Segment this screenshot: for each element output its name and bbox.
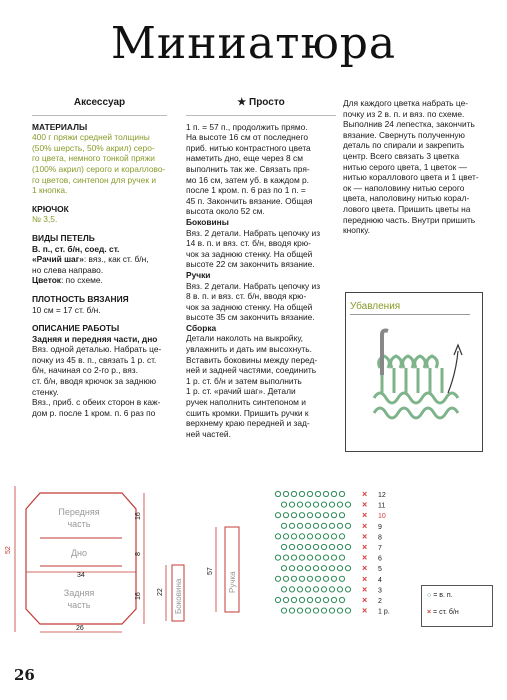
chain-stitch-icon	[291, 576, 296, 581]
text-line: деталь по спирали и закрепить	[343, 140, 465, 151]
work-heading: ОПИСАНИЕ РАБОТЫ	[32, 323, 120, 334]
chain-stitch-icon	[307, 513, 312, 518]
chain-stitch-icon	[339, 555, 344, 560]
chain-stitch-icon	[299, 597, 304, 602]
sc-stitch-icon: ×	[362, 520, 368, 531]
chain-stitch-icon	[283, 513, 288, 518]
chain-stitch-icon	[281, 608, 286, 613]
work-line: б/н, начиная со 2-го р., вяз.	[32, 365, 138, 376]
chain-stitch-icon	[323, 534, 328, 539]
chain-stitch-icon	[329, 587, 334, 592]
chain-symbol-icon: ○	[427, 592, 432, 599]
page-title: Миниатюра	[110, 18, 397, 69]
chain-stitch-icon	[313, 502, 318, 507]
text-line: Вяз. 2 детали. Набрать цепочку из	[186, 280, 321, 291]
row-number: 10	[378, 513, 386, 521]
text-line: переднюю часть. Внутри пришить	[343, 214, 476, 225]
chain-stitch-icon	[321, 608, 326, 613]
handle-label: Ручка	[228, 571, 237, 593]
dim-26: 26	[76, 625, 84, 632]
legend-chain-text: = в. п.	[433, 592, 453, 599]
chain-stitch-icon	[305, 587, 310, 592]
stitches-heading: ВИДЫ ПЕТЕЛЬ	[32, 232, 95, 243]
text-line: 1 р. ст. «рачий шаг». Детали	[186, 386, 296, 397]
chain-stitch-icon	[299, 576, 304, 581]
stitches-line: но слева направо.	[32, 264, 104, 275]
hook-value: № 3,5.	[32, 214, 58, 225]
sc-stitch-icon: ×	[362, 573, 368, 584]
sc-stitch-icon: ×	[362, 595, 368, 605]
chain-stitch-icon	[289, 502, 294, 507]
chain-stitch-icon	[331, 576, 336, 581]
materials-line: (50% шерсть, 50% акрил) серо-	[32, 142, 155, 153]
dim-16b: 16	[135, 592, 142, 600]
flower-text: : по схеме.	[61, 275, 103, 286]
text-line: 1 п. = 57 п., продолжить прямо.	[186, 121, 308, 132]
chain-stitch-icon	[291, 513, 296, 518]
chain-stitch-icon	[329, 502, 334, 507]
work-line: Вяз., приб. с обеих сторон в каж-	[32, 397, 161, 408]
chain-stitch-icon	[345, 587, 350, 592]
work-subheading: Задняя и передняя части, дно	[32, 333, 158, 344]
chain-stitch-icon	[337, 608, 342, 613]
chain-stitch-icon	[305, 523, 310, 528]
text-line: сшить кромки. Пришить ручки к	[186, 407, 309, 418]
materials-line: го цветов, синтепон для ручек и	[32, 174, 157, 185]
chain-stitch-icon	[345, 502, 350, 507]
sides-heading: Боковины	[186, 216, 229, 227]
text-line: 45 п. Закончить вязание. Общая	[186, 195, 313, 206]
chain-stitch-icon	[331, 534, 336, 539]
chain-stitch-icon	[315, 576, 320, 581]
chain-stitch-icon	[289, 544, 294, 549]
chain-stitch-icon	[305, 566, 310, 571]
side-panel	[172, 565, 184, 621]
decrease-illustration-box	[345, 292, 483, 452]
chain-stitch-icon	[275, 555, 280, 560]
text-line: ок — наполовину нитью серого	[343, 182, 465, 193]
chain-stitch-icon	[337, 502, 342, 507]
work-line: стенку.	[32, 386, 59, 397]
row-number: 1 р.	[378, 608, 390, 616]
chain-stitch-icon	[283, 555, 288, 560]
text-line: высоте 22 см закончить вязание.	[186, 259, 315, 270]
text-line: высоте 35 см закончить вязание.	[186, 312, 315, 323]
chain-stitch-icon	[339, 576, 344, 581]
row-number: 11	[378, 502, 386, 510]
chain-stitch-icon	[345, 523, 350, 528]
crochet-illustration	[346, 293, 482, 451]
text-line: кнопку.	[343, 225, 370, 236]
front-label: Передняя	[58, 507, 100, 517]
back-label: Задняя	[63, 588, 95, 598]
chain-stitch-icon	[299, 555, 304, 560]
chain-stitch-icon	[307, 491, 312, 496]
text-line: На высоте 16 см от последнего	[186, 132, 308, 143]
text-line: 1 р. ст. б/н и затем выполнить	[186, 375, 302, 386]
chain-stitch-icon	[305, 544, 310, 549]
chain-stitch-icon	[323, 576, 328, 581]
text-line: Выполнив 24 лепестка, закончить	[343, 119, 475, 130]
chain-stitch-icon	[297, 566, 302, 571]
text-line: нитью кораллового цвета и 1 цвет-	[343, 172, 479, 183]
chain-stitch-icon	[329, 544, 334, 549]
text-line: наметить дно, еще через 8 см	[186, 153, 303, 164]
row-number: 12	[378, 492, 386, 499]
chain-stitch-icon	[281, 587, 286, 592]
chain-stitch-icon	[313, 523, 318, 528]
bottom-label: Дно	[70, 548, 88, 558]
chain-stitch-icon	[339, 513, 344, 518]
column-header-difficulty: ★ Просто	[186, 98, 336, 116]
dim-57: 57	[207, 567, 214, 575]
materials-line: 400 г пряжи средней толщины	[32, 132, 150, 143]
chain-stitch-icon	[315, 534, 320, 539]
chain-stitch-icon	[281, 544, 286, 549]
row-number: 9	[378, 523, 382, 531]
text-line: верхнему краю передней и зад-	[186, 418, 310, 429]
chain-stitch-icon	[289, 523, 294, 528]
chain-stitch-icon	[299, 513, 304, 518]
chain-stitch-icon	[281, 523, 286, 528]
chain-stitch-icon	[315, 491, 320, 496]
chain-stitch-icon	[345, 544, 350, 549]
column-right	[343, 98, 493, 236]
row-number: 4	[378, 576, 382, 584]
text-line: чок за заднюю стенку. На общей	[186, 248, 313, 259]
chain-stitch-icon	[291, 555, 296, 560]
materials-line: 1 кнопка.	[32, 185, 68, 196]
body-outline	[26, 493, 136, 624]
chain-stitch-icon	[307, 555, 312, 560]
chain-stitch-icon	[315, 597, 320, 602]
work-line: почку из 45 в. п., связать 1 р. ст.	[32, 354, 157, 365]
sc-symbol-icon: ×	[427, 609, 432, 616]
text-line: 14 в. п. и вяз. ст. б/н, вводя крю-	[186, 238, 311, 249]
chain-stitch-icon	[331, 491, 336, 496]
chain-stitch-icon	[313, 544, 318, 549]
chain-stitch-icon	[291, 534, 296, 539]
handle-panel	[225, 527, 239, 612]
crab-stitch-label: «Рачий шаг»	[32, 254, 84, 265]
text-line: вязание. Свернуть полученную	[343, 129, 465, 140]
chain-stitch-icon	[315, 513, 320, 518]
text-line: приб. нитью контрастного цвета	[186, 142, 311, 153]
stitches-line	[32, 275, 167, 286]
chain-stitch-icon	[321, 544, 326, 549]
text-line: после 1 кром. п. 6 раз по 1 п. =	[186, 185, 306, 196]
text-line: почку из 2 в. п. и вяз. по схеме.	[343, 108, 465, 119]
chain-stitch-icon	[275, 597, 280, 602]
sc-stitch-icon: ×	[362, 605, 368, 616]
text-line: 8 в. п. и вяз. ст. б/н, вводя крю-	[186, 291, 307, 302]
front-label-2: часть	[67, 519, 91, 529]
sc-stitch-icon: ×	[362, 542, 368, 552]
text-line: высота около 52 см.	[186, 206, 265, 217]
chart-legend	[421, 585, 493, 627]
decrease-box-title: Убавления	[350, 301, 470, 315]
text-line: ручек наполнить синтепоном и	[186, 397, 306, 408]
chain-stitch-icon	[339, 597, 344, 602]
column-middle	[186, 98, 336, 439]
row-number: 2	[378, 598, 382, 605]
chain-stitch-icon	[281, 566, 286, 571]
chain-stitch-icon	[283, 576, 288, 581]
text-line: цвета, наполовину нитью корал-	[343, 193, 470, 204]
chain-stitch-icon	[297, 608, 302, 613]
chain-stitch-icon	[299, 534, 304, 539]
chain-stitch-icon	[329, 566, 334, 571]
back-label-2: часть	[67, 600, 91, 610]
chain-stitch-icon	[305, 502, 310, 507]
chain-stitch-icon	[275, 491, 280, 496]
text-line: Вставить боковины между перед-	[186, 354, 318, 365]
chain-stitch-icon	[323, 491, 328, 496]
text-line: центр. Всего связать 3 цветка	[343, 150, 460, 161]
stitches-line	[32, 254, 167, 265]
chain-stitch-icon	[307, 576, 312, 581]
chain-stitch-icon	[323, 597, 328, 602]
chain-stitch-icon	[275, 534, 280, 539]
gauge-heading: ПЛОТНОСТЬ ВЯЗАНИЯ	[32, 293, 129, 304]
text-line: Вяз. 2 детали. Набрать цепочку из	[186, 227, 321, 238]
text-line: выполнить так же. Связать пря-	[186, 163, 310, 174]
chain-stitch-icon	[337, 523, 342, 528]
sc-stitch-icon: ×	[362, 531, 368, 542]
dim-8: 8	[135, 552, 142, 556]
chain-stitch-icon	[337, 544, 342, 549]
chain-stitch-icon	[313, 566, 318, 571]
chain-stitch-icon	[289, 608, 294, 613]
chain-stitch-icon	[297, 502, 302, 507]
row-number: 3	[378, 587, 382, 595]
dim-52: 52	[5, 546, 12, 554]
chain-stitch-icon	[283, 534, 288, 539]
chain-stitch-icon	[297, 544, 302, 549]
chain-stitch-icon	[331, 555, 336, 560]
chain-stitch-icon	[283, 491, 288, 496]
work-line: дом р. после 1 кром. п. 6 раз по	[32, 407, 156, 418]
chain-stitch-icon	[297, 523, 302, 528]
text-line: Для каждого цветка набрать це-	[343, 98, 469, 108]
sc-stitch-icon: ×	[362, 563, 368, 574]
row-number: 5	[378, 566, 382, 574]
chain-stitch-icon	[337, 587, 342, 592]
chain-stitch-icon	[275, 513, 280, 518]
flower-label: Цветок	[32, 275, 62, 286]
work-line: Вяз. одной деталью. Набрать це-	[32, 344, 162, 355]
text-line: ней частей.	[186, 428, 231, 439]
chain-stitch-icon	[345, 566, 350, 571]
chain-stitch-icon	[291, 597, 296, 602]
sc-stitch-icon: ×	[362, 499, 368, 510]
chain-stitch-icon	[339, 491, 344, 496]
text-line: чок за заднюю стенку. На общей	[186, 301, 313, 312]
chain-stitch-icon	[321, 566, 326, 571]
row-number: 6	[378, 555, 382, 563]
chain-stitch-icon	[289, 566, 294, 571]
chain-stitch-icon	[307, 534, 312, 539]
sc-stitch-icon: ×	[362, 552, 368, 563]
chain-stitch-icon	[321, 587, 326, 592]
chain-stitch-icon	[281, 502, 286, 507]
dim-22: 22	[157, 588, 164, 596]
chain-stitch-icon	[315, 555, 320, 560]
work-line: ст. б/н, вводя крючок за заднюю	[32, 376, 157, 387]
side-label: Боковина	[174, 578, 183, 614]
text-line: лового цвета. Пришить цветы на	[343, 203, 471, 214]
chain-stitch-icon	[305, 608, 310, 613]
chain-stitch-icon	[275, 576, 280, 581]
chain-stitch-icon	[283, 597, 288, 602]
chain-stitch-icon	[331, 597, 336, 602]
chain-stitch-icon	[331, 513, 336, 518]
crab-stitch-text: : вяз., как ст. б/н,	[83, 254, 149, 265]
materials-line: (100% акрил) серого и кораллово-	[32, 163, 166, 174]
stitches-line: В. п., ст. б/н, соед. ст.	[32, 243, 120, 254]
handles-heading: Ручки	[186, 269, 211, 280]
chain-stitch-icon	[337, 566, 342, 571]
chain-stitch-icon	[299, 491, 304, 496]
text-line: нитью серого цвета, 1 цветок —	[343, 161, 467, 172]
chain-stitch-icon	[323, 555, 328, 560]
materials-heading: МАТЕРИАЛЫ	[32, 121, 88, 132]
sc-stitch-icon: ×	[362, 489, 368, 499]
chain-stitch-icon	[297, 587, 302, 592]
chain-stitch-icon	[313, 587, 318, 592]
sc-stitch-icon: ×	[362, 584, 368, 595]
chain-stitch-icon	[329, 523, 334, 528]
sc-stitch-icon: ×	[362, 510, 368, 521]
chain-stitch-icon	[321, 502, 326, 507]
text-line: ней и задней частями, соединить	[186, 365, 317, 376]
chain-stitch-icon	[307, 597, 312, 602]
row-number: 8	[378, 534, 382, 542]
column-left	[32, 98, 167, 418]
legend-sc-text: = ст. б/н	[433, 609, 459, 616]
gauge-value: 10 см = 17 ст. б/н.	[32, 304, 101, 315]
chain-stitch-icon	[321, 523, 326, 528]
column-header-accessory: Аксессуар	[32, 98, 167, 116]
materials-line: го цвета, немного тонкой пряжи	[32, 153, 155, 164]
chain-stitch-icon	[323, 513, 328, 518]
chain-stitch-icon	[289, 587, 294, 592]
chain-stitch-icon	[313, 608, 318, 613]
page-number: 26	[14, 666, 35, 684]
chain-stitch-icon	[345, 608, 350, 613]
text-line: увлажнить и дать им высохнуть.	[186, 344, 312, 355]
dim-16a: 16	[135, 512, 142, 520]
dim-34: 34	[77, 572, 85, 579]
text-line: Детали наколоть на выкройку,	[186, 333, 304, 344]
assembly-heading: Сборка	[186, 322, 217, 333]
text-line: мо 16 см, затем уб. в каждом р.	[186, 174, 310, 185]
row-number: 7	[378, 545, 382, 552]
chain-stitch-icon	[339, 534, 344, 539]
chain-stitch-icon	[291, 491, 296, 496]
chain-stitch-icon	[329, 608, 334, 613]
hook-heading: КРЮЧОК	[32, 203, 69, 214]
